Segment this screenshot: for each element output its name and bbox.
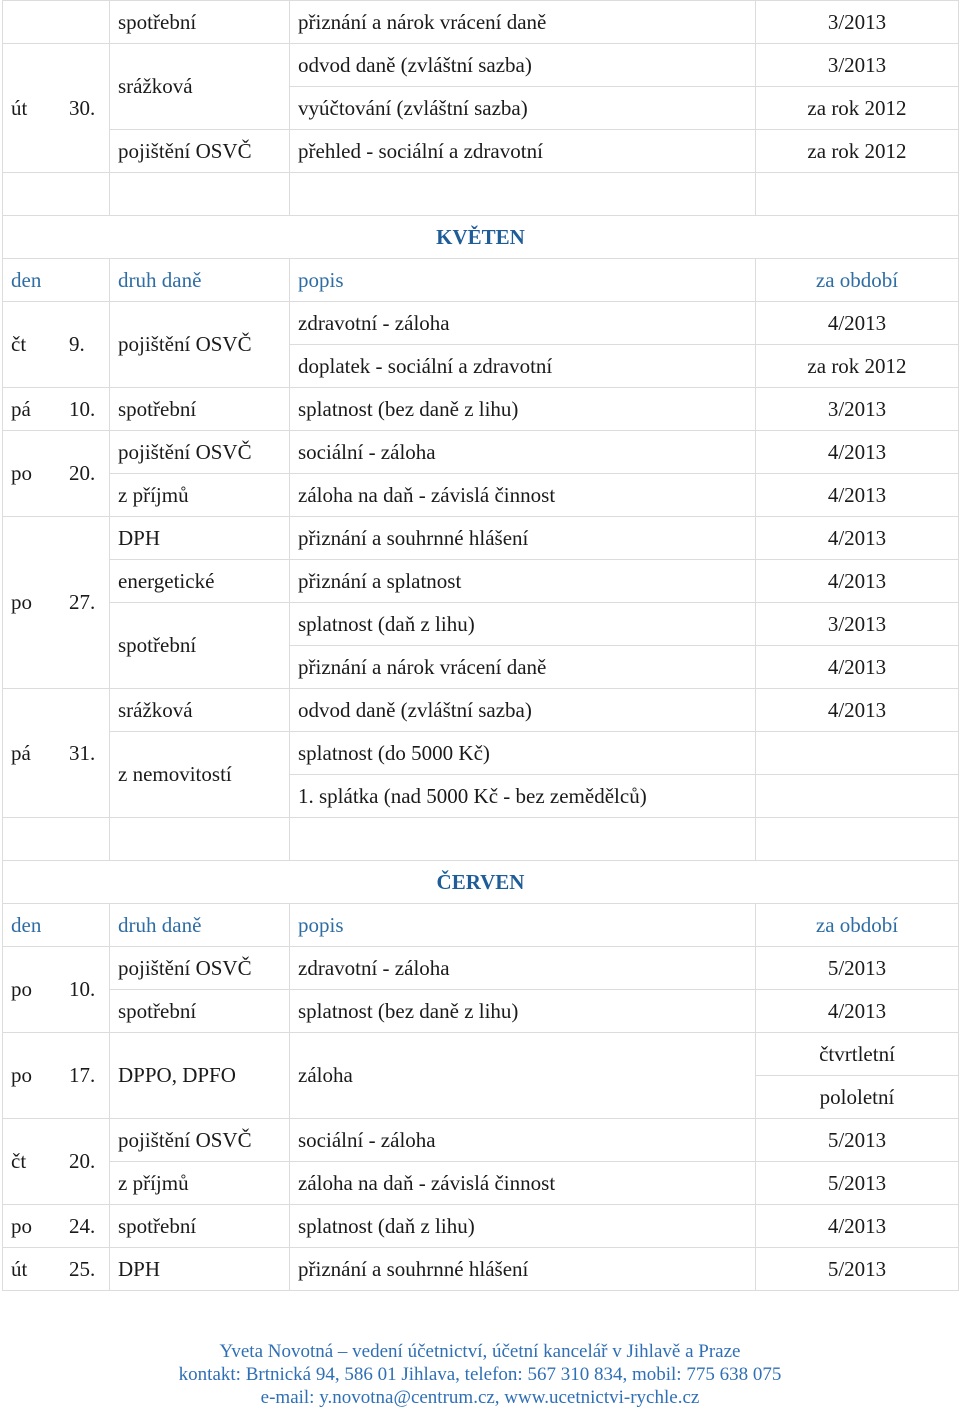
- table-row: [3, 517, 959, 560]
- description: přiznání a splatnost: [290, 560, 756, 603]
- tax-type: pojištění OSVČ: [110, 1119, 290, 1162]
- month-title-cerven: ČERVEN: [3, 861, 959, 904]
- day-cell: [3, 302, 110, 388]
- footer-web: e-mail: y.novotna@centrum.cz, www.ucetnictvi-rychle.cz: [260, 1387, 700, 1408]
- table-row: [3, 560, 959, 603]
- tax-type: DPPO, DPFO: [110, 1033, 290, 1119]
- header-za-obdobi: za období: [756, 904, 959, 947]
- description: doplatek - sociální a zdravotní: [290, 345, 756, 388]
- day-weekday: po: [11, 461, 32, 485]
- spacer-row: [3, 818, 959, 861]
- period: 5/2013: [756, 947, 959, 990]
- day-number: 30.: [69, 95, 96, 120]
- tax-type: srážková: [110, 689, 290, 732]
- header-row: [3, 259, 959, 302]
- tax-type: spotřební: [110, 603, 290, 689]
- header-den: den: [3, 259, 110, 302]
- month-row: [3, 216, 959, 259]
- day-cell: [3, 689, 110, 818]
- description: sociální - záloha: [290, 431, 756, 474]
- day-number: 25.: [69, 1256, 96, 1281]
- footer-contact: kontakt: Brtnická 94, 586 01 Jihlava, telefon: 567 310 834, mobil: 775 638 075: [178, 1364, 782, 1385]
- period: 3/2013: [756, 388, 959, 431]
- period: 4/2013: [756, 474, 959, 517]
- period: za rok 2012: [756, 130, 959, 173]
- day-number: 24.: [69, 1213, 96, 1238]
- day-number: 10.: [69, 396, 96, 421]
- period: 4/2013: [756, 431, 959, 474]
- day-cell: [3, 1, 110, 44]
- day-weekday: po: [11, 590, 32, 614]
- tax-type: pojištění OSVČ: [110, 130, 290, 173]
- tax-type: z příjmů: [110, 1162, 290, 1205]
- spacer-row: [3, 173, 959, 216]
- description: vyúčtování (zvláštní sazba): [290, 87, 756, 130]
- description: přiznání a souhrnné hlášení: [290, 517, 756, 560]
- day-weekday: po: [11, 977, 32, 1001]
- day-weekday: pá: [11, 396, 31, 421]
- page-footer: [0, 1340, 960, 1409]
- period: [756, 732, 959, 775]
- table-row: [3, 431, 959, 474]
- tax-calendar-table: [2, 0, 959, 1291]
- period: 4/2013: [756, 1205, 959, 1248]
- day-number: 20.: [69, 461, 96, 485]
- day-cell: [3, 517, 110, 689]
- table-row: [3, 1162, 959, 1205]
- period: za rok 2012: [756, 345, 959, 388]
- day-cell: [3, 947, 110, 1033]
- period: 4/2013: [756, 560, 959, 603]
- day-number: 9.: [69, 332, 85, 356]
- period: 5/2013: [756, 1119, 959, 1162]
- description: splatnost (do 5000 Kč): [290, 732, 756, 775]
- day-number: 20.: [69, 1149, 96, 1173]
- day-weekday: čt: [11, 1149, 27, 1173]
- day-weekday: út: [11, 95, 28, 120]
- tax-type: z nemovitostí: [110, 732, 290, 818]
- header-druh-dane: druh daně: [110, 904, 290, 947]
- description: záloha na daň - závislá činnost: [290, 1162, 756, 1205]
- tax-type: energetické: [110, 560, 290, 603]
- table-row: [3, 732, 959, 775]
- description: přiznání a souhrnné hlášení: [290, 1248, 756, 1291]
- day-number: 31.: [69, 740, 96, 765]
- tax-type: z příjmů: [110, 474, 290, 517]
- period: 3/2013: [756, 603, 959, 646]
- period: 5/2013: [756, 1162, 959, 1205]
- tax-type: spotřební: [110, 1205, 290, 1248]
- day-cell: [3, 1205, 110, 1248]
- table-row: [3, 302, 959, 345]
- description: sociální - záloha: [290, 1119, 756, 1162]
- tax-type: DPH: [110, 1248, 290, 1291]
- day-weekday: út: [11, 1256, 28, 1281]
- tax-type: pojištění OSVČ: [110, 947, 290, 990]
- description: přiznání a nárok vrácení daně: [290, 1, 756, 44]
- table-row: [3, 1248, 959, 1291]
- header-druh-dane: druh daně: [110, 259, 290, 302]
- period: 4/2013: [756, 689, 959, 732]
- description: splatnost (bez daně z lihu): [290, 990, 756, 1033]
- tax-type: DPH: [110, 517, 290, 560]
- tax-calendar: [2, 0, 958, 1291]
- footer-company: Yveta Novotná – vedení účetnictví, účetní kancelář v Jihlavě a Praze: [219, 1341, 741, 1362]
- period: 4/2013: [756, 990, 959, 1033]
- period: 4/2013: [756, 646, 959, 689]
- description: 1. splátka (nad 5000 Kč - bez zemědělců): [290, 775, 756, 818]
- day-cell: [3, 1248, 110, 1291]
- day-cell: [3, 1033, 110, 1119]
- day-weekday: po: [11, 1213, 32, 1238]
- period: 4/2013: [756, 302, 959, 345]
- table-row: [3, 947, 959, 990]
- description: odvod daně (zvláštní sazba): [290, 689, 756, 732]
- tax-type: srážková: [110, 44, 290, 130]
- tax-type: spotřební: [110, 990, 290, 1033]
- day-number: 10.: [69, 977, 96, 1001]
- table-row: [3, 388, 959, 431]
- description: zdravotní - záloha: [290, 302, 756, 345]
- day-cell: [3, 431, 110, 517]
- table-row: [3, 474, 959, 517]
- description: splatnost (bez daně z lihu): [290, 388, 756, 431]
- table-row: [3, 603, 959, 646]
- period: čtvrtletní: [756, 1033, 959, 1076]
- day-cell: [3, 388, 110, 431]
- period: 5/2013: [756, 1248, 959, 1291]
- header-za-obdobi: za období: [756, 259, 959, 302]
- description: záloha na daň - závislá činnost: [290, 474, 756, 517]
- table-row: [3, 990, 959, 1033]
- tax-type: spotřební: [110, 1, 290, 44]
- table-row: [3, 44, 959, 87]
- day-cell: [3, 1119, 110, 1205]
- day-number: 27.: [69, 590, 96, 614]
- table-row: [3, 130, 959, 173]
- description: přehled - sociální a zdravotní: [290, 130, 756, 173]
- tax-type: spotřební: [110, 388, 290, 431]
- period: [756, 775, 959, 818]
- day-cell: [3, 44, 110, 173]
- description: splatnost (daň z lihu): [290, 1205, 756, 1248]
- day-weekday: čt: [11, 332, 27, 356]
- table-row: [3, 1033, 959, 1076]
- header-den: den: [3, 904, 110, 947]
- description: zdravotní - záloha: [290, 947, 756, 990]
- day-number: 17.: [69, 1063, 96, 1087]
- tax-type: pojištění OSVČ: [110, 302, 290, 388]
- day-weekday: pá: [11, 740, 31, 765]
- description: odvod daně (zvláštní sazba): [290, 44, 756, 87]
- table-row: [3, 1119, 959, 1162]
- description: záloha: [290, 1033, 756, 1119]
- period: pololetní: [756, 1076, 959, 1119]
- description: přiznání a nárok vrácení daně: [290, 646, 756, 689]
- header-popis: popis: [290, 904, 756, 947]
- period: 3/2013: [756, 1, 959, 44]
- table-row: [3, 1205, 959, 1248]
- day-weekday: po: [11, 1063, 32, 1087]
- description: splatnost (daň z lihu): [290, 603, 756, 646]
- month-title-kveten: KVĚTEN: [3, 216, 959, 259]
- month-row: [3, 861, 959, 904]
- table-row: [3, 1, 959, 44]
- tax-type: pojištění OSVČ: [110, 431, 290, 474]
- period: 4/2013: [756, 517, 959, 560]
- table-row: [3, 689, 959, 732]
- period: 3/2013: [756, 44, 959, 87]
- header-row: [3, 904, 959, 947]
- period: za rok 2012: [756, 87, 959, 130]
- header-popis: popis: [290, 259, 756, 302]
